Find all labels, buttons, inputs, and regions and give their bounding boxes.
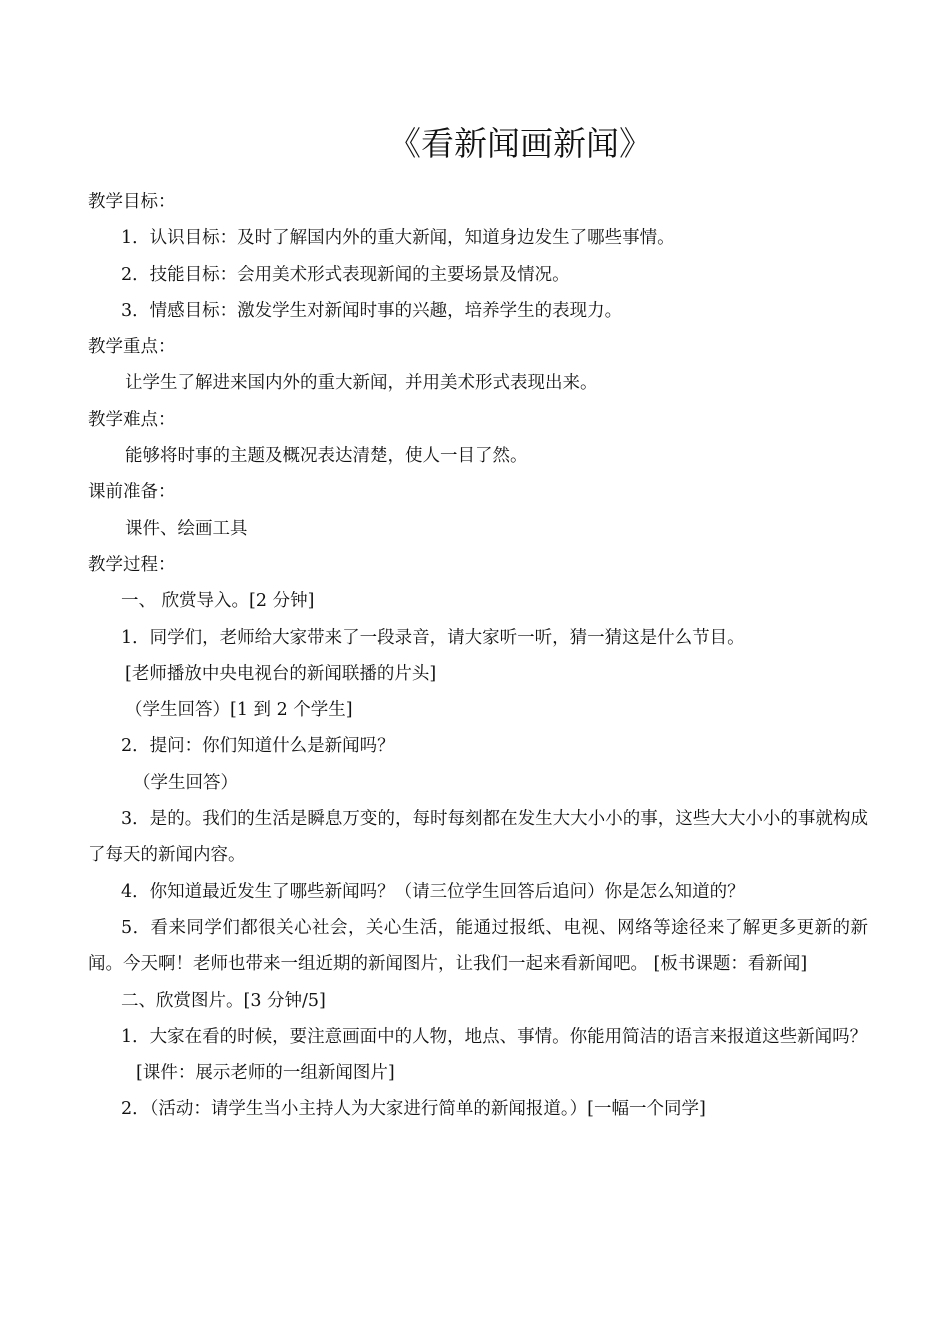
section-heading-objectives: 教学目标： [88, 192, 176, 212]
process-step: 4．你知道最近发生了哪些新闻吗？（请三位学生回答后追问）你是怎么知道的？ [121, 881, 745, 902]
process-step: 2．（活动：请学生当小主持人为大家进行简单的新闻报道。）[一幅一个同学] [121, 1099, 706, 1120]
section-heading-process: 教学过程： [88, 554, 176, 575]
process-step: 1．同学们，老师给大家带来了一段录音，请大家听一听，猜一猜这是什么节目。 [121, 627, 745, 648]
process-step: 5．看来同学们都很关心社会，关心生活，能通过报纸、电视、网络等途径来了解更多更新的新闻。今天啊！老师也带来一组近期的新闻图片，让我们一起来看新闻吧。 [板书课题：看新闻] [88, 917, 868, 975]
process-note: [老师播放中央电视台的新闻联播的片头] [125, 663, 437, 684]
process-step: 1．大家在看的时候，要注意画面中的人物，地点、事情。你能用简洁的语言来报道这些新闻吗？ [121, 1026, 868, 1047]
process-note: [课件：展示老师的一组新闻图片] [136, 1063, 395, 1084]
process-step: 2．提问：你们知道什么是新闻吗？ [121, 736, 395, 757]
objective-item: 2．技能目标：会用美术形式表现新闻的主要场景及情况。 [121, 264, 570, 285]
objective-item: 3．情感目标：激发学生对新闻时事的兴趣，培养学生的表现力。 [121, 300, 623, 321]
key-point-text: 让学生了解进来国内外的重大新闻，并用美术形式表现出来。 [125, 373, 598, 394]
process-step: 3．是的。我们的生活是瞬息万变的，每时每刻都在发生大大小小的事，这些大大小小的事就构成了每天的新闻内容。 [88, 809, 868, 866]
process-step-heading: 一、 欣赏导入。[2 分钟] [121, 591, 315, 612]
process-note: （学生回答） [133, 772, 238, 793]
process-step-heading: 二、欣赏图片。[3 分钟/5] [121, 990, 326, 1011]
preparation-text: 课件、绘画工具 [125, 518, 248, 539]
document-title: 《看新闻画新闻》 [388, 124, 652, 163]
section-heading-preparation: 课前准备： [88, 482, 176, 503]
process-note: （学生回答）[1 到 2 个学生] [125, 700, 353, 721]
objective-item: 1．认识目标：及时了解国内外的重大新闻，知道身边发生了哪些事情。 [121, 228, 675, 249]
document-body [88, 184, 868, 1128]
section-heading-difficulties: 教学难点： [88, 409, 176, 430]
difficulty-text: 能够将时事的主题及概况表达清楚，使人一目了然。 [125, 446, 528, 467]
section-heading-key-points: 教学重点： [88, 337, 176, 358]
